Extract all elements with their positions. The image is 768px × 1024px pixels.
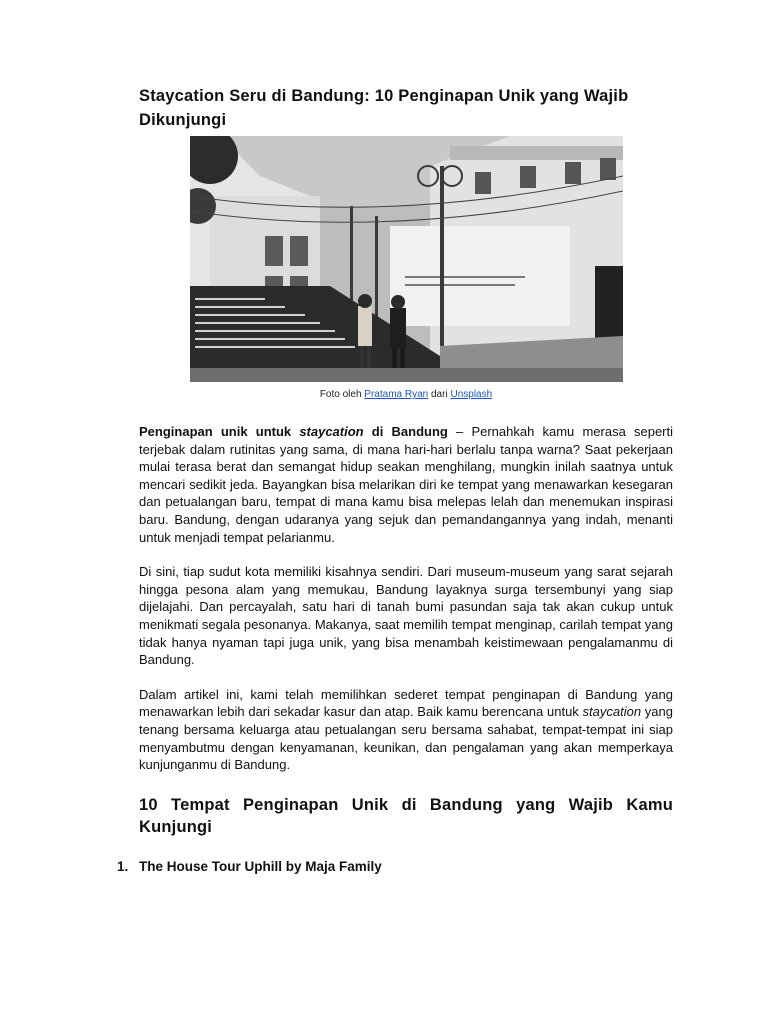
paragraph3-end: yang tenang bersama keluarga atau petualangan seru bersama sahabat, tempat-tempat ini siap menyambutmu dengan kenyamanan, keunikan, dan pengalaman yang akan memperkaya kunjunganmu di Bandung. <box>139 704 673 773</box>
photographer-link[interactable]: Pratama Ryan <box>364 389 429 400</box>
article-title: Staycation Seru di Bandung: 10 Penginapan Unik yang Wajib Dikunjungi <box>139 87 629 129</box>
intro-text: – Pernahkah kamu merasa seperti terjebak dalam rutinitas yang sama, di mana hari-hari berlalu tanpa warna? Saat pekerjaan mulai terasa berat dan semangat hidup seakan menghilang, mungkin inilah saatnya untuk mencari sedikit jeda. Bayangkan bisa melarikan diri ke tempat yang menawarkan kesegaran dan petualangan baru, tempat di mana kamu bisa melepas lelah dan menemukan inspirasi baru. Bandung, dengan udaranya yang sejuk dan pemandangannya yang indah, menanti untuk menjadi tempat pelarianmu. <box>139 424 673 545</box>
intro-lead-end: di Bandung <box>363 424 448 439</box>
list-item-number: 1. <box>117 858 129 874</box>
source-link[interactable]: Unsplash <box>450 389 493 400</box>
caption-prefix: Foto oleh <box>319 389 362 400</box>
caption-middle: dari <box>431 389 448 400</box>
paragraph3-start: Dalam artikel ini, kami telah memilihkan sederet tempat penginapan di Bandung yang menawarkan lebih dari sekadar kasur dan atap. Baik kamu berencana untuk <box>139 686 673 720</box>
list-item <box>117 858 673 876</box>
article <box>117 84 673 876</box>
intro-paragraph <box>139 423 673 546</box>
body-paragraph-2: Di sini, tiap sudut kota memiliki kisahnya sendiri. Dari museum-museum yang sarat sejarah hingga pesona alam yang memukau, Bandung layaknya surga tersembunyi yang siap dijelajahi. Dan percayalah, satu hari di tanah bumi pasundan saja tak akan cukup untuk menikmati segala pesonanya. Makanya, saat memilih tempat menginap, carilah tempat yang tidak hanya nyaman tapi juga unik, yang bisa menambah keistimewaan pengalamanmu di Bandung. <box>139 564 673 668</box>
section-heading: 10 Tempat Penginapan Unik di Bandung yang Wajib Kamu Kunjungi <box>139 795 673 836</box>
list-item-label: The House Tour Uphill by Maja Family <box>139 858 382 874</box>
intro-lead-italic: staycation <box>299 424 364 439</box>
body-paragraph-3 <box>139 686 673 774</box>
lodging-list <box>117 858 673 876</box>
photo-caption <box>139 389 673 401</box>
paragraph3-italic: staycation <box>582 704 642 720</box>
intro-lead-start: Penginapan unik untuk <box>139 424 300 439</box>
street-photo <box>190 136 623 382</box>
